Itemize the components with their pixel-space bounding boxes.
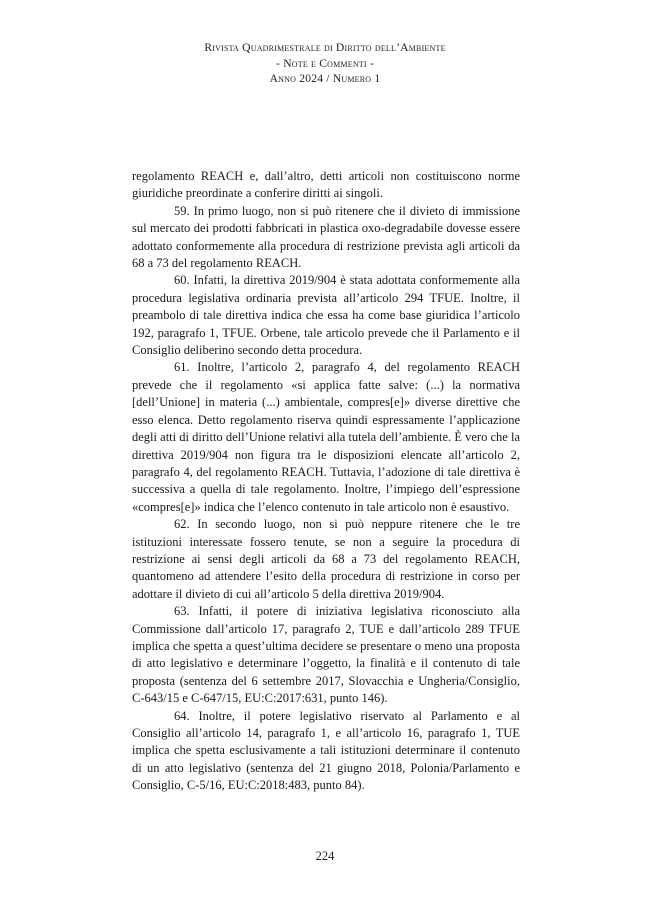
running-header [0,40,650,87]
body-text [132,168,520,795]
paragraph-63: 63. Infatti, il potere di iniziativa legislativa riconosciuto alla Commissione dall’articolo 17, paragrafo 2, TUE e dall’articolo 289 TFUE implica che spetta a quest’ultima decidere se presentare o meno una proposta di atto legislativo e determinare l’oggetto, la finalità e il contenuto di tale proposta (sentenza del 6 settembre 2017, Slovacchia e Ungheria/Consiglio, C-643/15 e C-647/15, EU:C:2017:631, punto 146). [132,604,520,706]
paragraph-59: 59. In primo luogo, non si può ritenere che il divieto di immissione sul mercato dei prodotti fabbricati in plastica oxo-degradabile dovesse essere adottato conformemente alla procedura di restrizione prevista agli articoli da 68 a 73 del regolamento REACH. [132,203,520,271]
issue-label: Anno 2024 / Numero 1 [269,72,381,85]
paragraph-62: 62. In secondo luogo, non si può neppure ritenere che le tre istituzioni interessate fossero tenute, se non a seguire la procedura di restrizione ai sensi degli articoli da 68 a 73 del regolamento REACH, quantomeno ad attendere l’esito della procedura di restrizione in corso per adottare il divieto di cui all’articolo 5 della direttiva 2019/904. [132,517,520,601]
journal-title: Rivista Quadrimestrale di Diritto dell’Ambiente [204,41,446,54]
paragraph-60: 60. Infatti, la direttiva 2019/904 è stata adottata conformemente alla procedura legislativa ordinaria prevista all’articolo 294 TFUE. Inoltre, il preambolo di tale direttiva indica che essa ha come base giuridica l’articolo 192, paragrafo 1, TFUE. Orbene, tale articolo prevede che il Parlamento e il Consiglio deliberino secondo detta procedura. [132,273,520,358]
paragraph-64: 64. Inoltre, il potere legislativo riservato al Parlamento e al Consiglio all’articolo 14, paragrafo 1, e all’articolo 16, paragrafo 1, TUE implica che spetta esclusivamente a tali istituzioni determinare il contenuto di un atto legislativo (sentenza del 21 giugno 2018, Polonia/Parlamento e Consiglio, C-5/16, EU:C:2018:483, punto 84). [132,708,520,793]
section-label: - Note e Commenti - [276,56,374,70]
page-number: 224 [315,849,335,863]
paragraph-61: 61. Inoltre, l’articolo 2, paragrafo 4, del regolamento REACH prevede che il regolamento «si applica fatte salve: (...) la normativa [dell’Unione] in materia (...) ambientale, compres[e]» diverse direttive che esso elenca. Detto regolamento riserva quindi espressamente l’applicazione degli atti di diritto dell’Unione relativi alla tutela dell’ambiente. È vero che la direttiva 2019/904 non figura tra le disposizioni elencate all’articolo 2, paragrafo 4, del regolamento REACH. Tuttavia, l’adozione di tale direttiva è successiva a quella di tale regolamento. Inoltre, l’impiego dell’espressione «compres[e]» indica che l’elenco contenuto in tale articolo non è esaustivo. [132,360,520,514]
paragraph-continuation: regolamento REACH e, dall’altro, detti articoli non costituiscono norme giuridiche preordinate a conferire diritti ai singoli. [132,169,520,201]
